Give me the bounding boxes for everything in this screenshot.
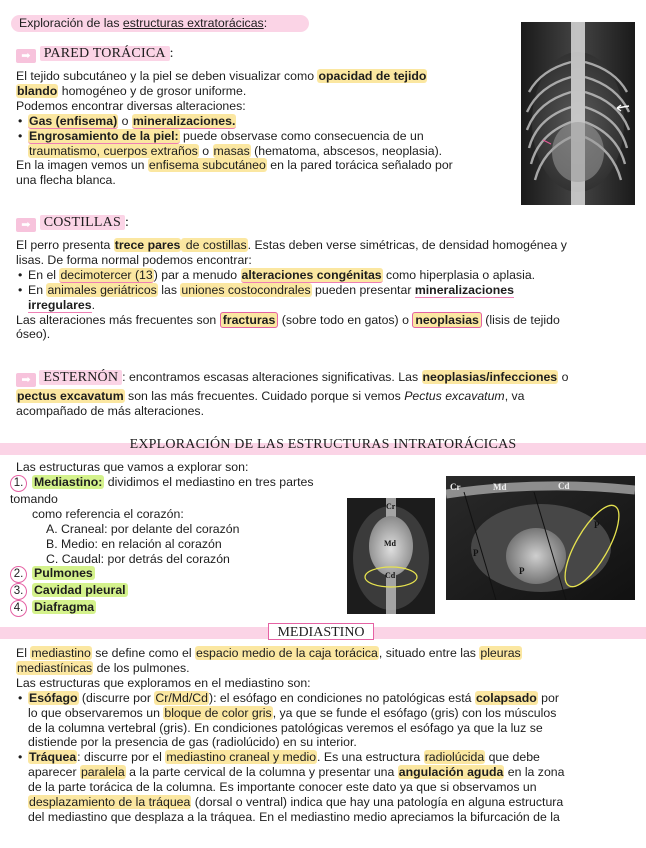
- costillas-body: El perro presenta trece pares de costillas. Estas deben verse simétricas, de densidad homogénea y lisas. De forma normal podemos encontrar: • En el decimotercer (13) par a menudo alteraciones congénitas como hiperplasia o aplasia. • En animales geriátricos las uniones costocondrales pueden presentar mineralizaciones irregulares. Las alteraciones más frecuentes son fracturas (sobre todo en gatos) o neoplasias (lisis de tejido óseo).: [16, 238, 636, 342]
- intro-prefix: Exploración de las: [19, 16, 123, 30]
- xray-thorax-vd: [521, 22, 635, 205]
- label-md: Md: [493, 482, 507, 492]
- list-item: 3. Cavidad pleural: [10, 583, 346, 600]
- xray-mediastino-vd: [347, 498, 435, 614]
- intra-title: EXPLORACIÓN DE LAS ESTRUCTURAS INTRATORÁCICAS: [129, 437, 517, 452]
- arrow-right-icon: ➡: [16, 49, 36, 63]
- list-item: • Esófago (discurre por Cr/Md/Cd): el esófago en condiciones no patológicas está colapsado por: [16, 691, 638, 706]
- label-p: P: [519, 566, 525, 576]
- list-item: • En animales geriátricos las uniones costocondrales pueden presentar mineralizaciones: [16, 283, 636, 298]
- section-pared-title: PARED TORÁCICA: [40, 46, 170, 61]
- intra-body: Las estructuras que vamos a explorar son: 1. Mediastino: dividimos el mediastino en tres partes tomando como referencia el corazón: A. Craneal: por delante del corazón B. Medio: en relación al corazón C. Caudal: por detrás del corazón 2. Pulmones 3. Cavidad pleural 4. Diafragma: [16, 460, 346, 617]
- section-pared-header: ➡ PARED TORÁCICA :: [16, 47, 174, 63]
- arrow-right-icon: ➡: [16, 373, 36, 387]
- arrow-right-icon: ➡: [16, 218, 36, 232]
- label-cr: Cr: [450, 482, 461, 492]
- label-cd: Cd: [558, 481, 570, 491]
- mediastino-body: El mediastino se define como el espacio medio de la caja torácica, situado entre las pleuras mediastínicas de los pulmones. Las estructuras que exploramos en el mediastino son: • Esófago (discurre por Cr/Md/Cd): el esófago en condiciones no patológicas está colapsado por lo que observaremos un bloque de color gris, ya que se funde el esófago (gris) con los músculos de la columna vertebral (gris). En condiciones patológicas veremos el esófago ya que la luz se distiende por la presencia de gas (radiolúcido) en su interior. • Tráquea: discurre por el mediastino craneal y medio. Es una estructura radiolúcida que debe aparecer paralela a la parte cervical de la columna y presentar una angulación aguda en la zona de la parte torácica de la columna. Es importante conocer este dato ya que si observamos un desplazamiento de la tráquea (dorsal o ventral) indica que hay una patología en alguna estructura del mediastino que desplaza a la tráquea. En el mediastino medio apreciamos la bifurcación de la: [16, 646, 638, 825]
- section-costillas-header: ➡ COSTILLAS :: [16, 216, 129, 232]
- pared-body: El tejido subcutáneo y la piel se deben visualizar como opacidad de tejido blando homogéneo y de grosor uniforme. Podemos encontrar diversas alteraciones: • Gas (enfisema) o mineralizaciones. • Engrosamiento de la piel: puede observase como consecuencia de un traumatismo, cuerpos extraños o masas (hematoma, abscesos, neoplasia). En la imagen vemos un enfisema subcutáneo en la pared torácica señalado por una flecha blanca.: [16, 69, 521, 188]
- list-item: 2. Pulmones: [10, 566, 346, 583]
- list-item: 4. Diafragma: [10, 600, 346, 617]
- list-item: • En el decimotercer (13) par a menudo alteraciones congénitas como hiperplasia o aplasia.: [16, 268, 636, 283]
- intro-line: Exploración de las estructuras extratorácicas:: [11, 15, 311, 32]
- section-costillas-title: COSTILLAS: [40, 215, 125, 230]
- label-p: P: [594, 520, 600, 530]
- list-item: • Tráquea: discurre por el mediastino craneal y medio. Es una estructura radiolúcida que debe: [16, 750, 638, 765]
- esternon-body: ➡ ESTERNÓN : encontramos escasas alteraciones significativas. Las neoplasias/infecciones o pectus excavatum son las más frecuentes. Cuidado porque si vemos Pectus excavatum, va acompañado de más alteraciones.: [16, 370, 569, 418]
- mediastino-title: MEDIASTINO: [268, 623, 374, 640]
- intro-link: estructuras extratorácicas: [122, 16, 264, 30]
- label-md: Md: [384, 539, 396, 548]
- xray-mediastino-lateral: [446, 476, 635, 600]
- label-cr: Cr: [386, 502, 396, 511]
- list-item: 1. Mediastino: dividimos el mediastino en tres partes tomando: [10, 474, 314, 506]
- list-item: • Engrosamiento de la piel: puede observase como consecuencia de un: [16, 129, 521, 144]
- label-cd: Cd: [385, 571, 396, 580]
- list-item: • Gas (enfisema) o mineralizaciones.: [16, 114, 521, 129]
- label-p: P: [473, 548, 479, 558]
- section-esternon-title: ESTERNÓN: [39, 370, 122, 385]
